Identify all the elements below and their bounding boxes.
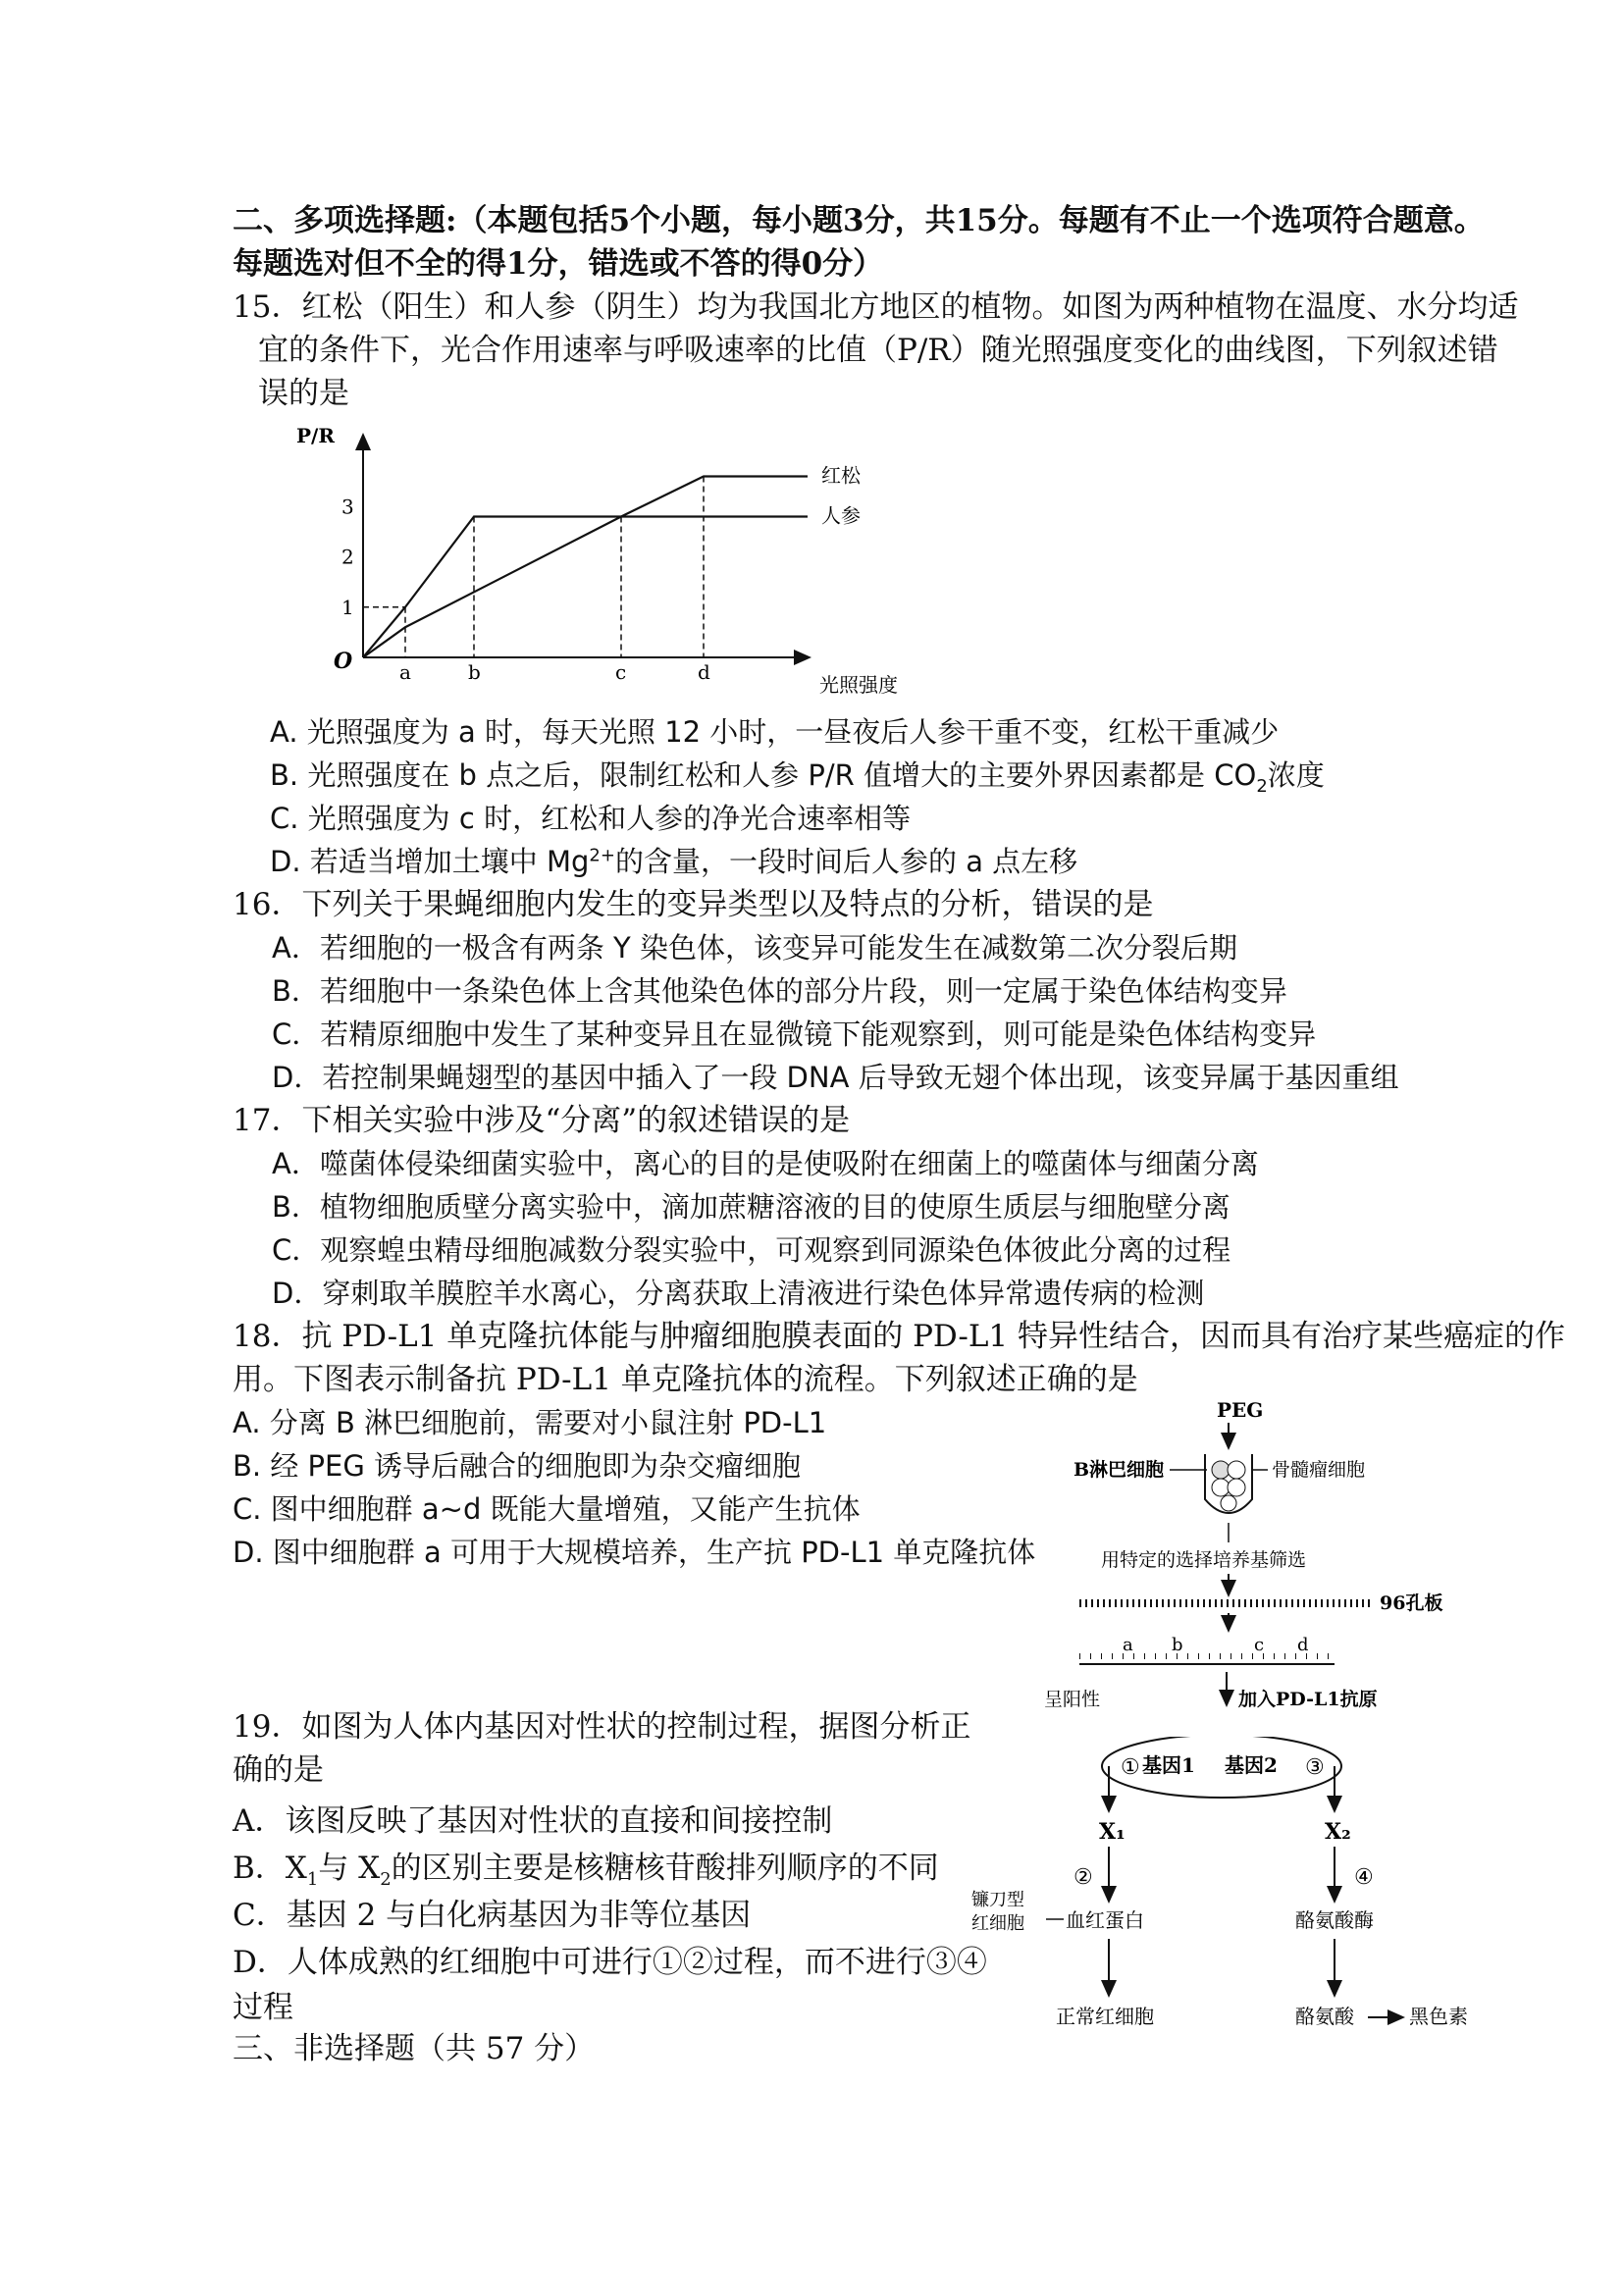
q18-option-a: A. 分离 B 淋巴细胞前，需要对小鼠注射 PD-L1	[233, 1406, 827, 1439]
q15-option-c: C. 光照强度为 c 时，红松和人参的净光合速率相等	[270, 802, 912, 835]
q15-pr-chart	[275, 417, 913, 702]
q16-option-a: A．若细胞的一极含有两条 Y 染色体，该变异可能发生在减数第二次分裂后期	[272, 931, 1237, 965]
step-2: ②	[1073, 1865, 1093, 1890]
series-label-renshen: 人参	[821, 503, 861, 528]
well-c: c	[1254, 1635, 1265, 1655]
step-4: ④	[1354, 1865, 1374, 1890]
add-antigen-label: 加入PD-L1抗原	[1238, 1689, 1378, 1710]
x1-label: X₁	[1099, 1819, 1126, 1845]
positive-label: 呈阳性	[1044, 1689, 1101, 1710]
well-b: b	[1172, 1635, 1183, 1655]
q19-option-d-line2: 过程	[233, 1990, 293, 2025]
sickle-label-1: 镰刀型	[971, 1890, 1024, 1910]
normal-rbc-label: 正常红细胞	[1056, 2005, 1154, 2028]
q19-option-b: B．$X_1$与 $X_2$的区别主要是核糖核苷酸排列顺序的不同	[233, 1851, 939, 1891]
q18-stem-line1: 18．抗 PD-L1 单克隆抗体能与肿瘤细胞膜表面的 PD-L1 特异性结合，因而具有治疗某些癌症的作	[233, 1319, 1566, 1354]
q18-option-c: C. 图中细胞群 a~d 既能大量增殖，又能产生抗体	[233, 1492, 861, 1526]
section2-title-line2: 每题选对但不全的得1分，错选或不答的得0分）	[233, 246, 884, 282]
q18-antibody-flow-figure	[1040, 1393, 1452, 1717]
screen-label: 用特定的选择培养基筛选	[1101, 1549, 1307, 1571]
x-tick-a: a	[399, 660, 411, 684]
q19-option-c: C．基因 2 与白化病基因为非等位基因	[233, 1898, 752, 1933]
q17-option-d: D．穿刺取羊膜腔羊水离心，分离获取上清液进行染色体异常遗传病的检测	[272, 1277, 1205, 1310]
y-tick-2: 2	[341, 545, 354, 569]
origin-label: O	[334, 649, 353, 674]
q16-option-b: B．若细胞中一条染色体上含其他染色体的部分片段，则一定属于染色体结构变异	[272, 974, 1287, 1008]
gene-2-label: 基因2	[1225, 1753, 1278, 1777]
q17-option-b: B．植物细胞质壁分离实验中，滴加蔗糖溶液的目的使原生质层与细胞壁分离	[272, 1190, 1230, 1224]
q17-option-c: C．观察蝗虫精母细胞减数分裂实验中，可观察到同源染色体彼此分离的过程	[272, 1233, 1231, 1267]
x2-label: X₂	[1325, 1819, 1351, 1845]
q18-option-d: D. 图中细胞群 a 可用于大规模培养，生产抗 PD-L1 单克隆抗体	[233, 1536, 1036, 1569]
q16-stem: 16．下列关于果蝇细胞内发生的变异类型以及特点的分析，错误的是	[233, 887, 1154, 922]
q19-option-a: A．该图反映了基因对性状的直接和间接控制	[233, 1803, 833, 1839]
series-line-hongsong	[363, 477, 808, 658]
series-line-renshen	[363, 517, 808, 658]
tyrosine-label: 酪氨酸	[1295, 2005, 1354, 2028]
tyrosinase-label: 酪氨酸酶	[1295, 1908, 1374, 1932]
q16-option-c: C．若精原细胞中发生了某种变异且在显微镜下能观察到，则可能是染色体结构变异	[272, 1018, 1317, 1051]
q19-option-d-line1: D．人体成熟的红细胞中可进行①②过程，而不进行③④	[233, 1945, 987, 1980]
q19-stem-line2: 确的是	[233, 1752, 324, 1788]
sickle-label-2: 红细胞	[971, 1913, 1024, 1934]
well-a: a	[1123, 1635, 1133, 1655]
b-cell-label: B淋巴细胞	[1073, 1459, 1165, 1481]
y-tick-3: 3	[341, 495, 354, 519]
q15-stem-line3: 误的是	[258, 376, 349, 411]
y-axis-label: P/R	[296, 424, 335, 447]
x-axis-label: 光照强度	[819, 673, 898, 697]
x-tick-c: c	[615, 660, 627, 684]
y-tick-1: 1	[341, 595, 354, 619]
q18-option-b: B. 经 PEG 诱导后融合的细胞即为杂交瘤细胞	[233, 1449, 802, 1483]
hemoglobin-label: 血红蛋白	[1066, 1908, 1144, 1932]
section2-title-line1: 二、多项选择题:（本题包括5个小题，每小题3分，共15分。每题有不止一个选项符合题意。	[233, 203, 1485, 238]
q17-stem: 17．下相关实验中涉及“分离”的叙述错误的是	[233, 1103, 851, 1138]
well-d: d	[1297, 1635, 1309, 1655]
section3-title: 三、非选择题（共 57 分）	[233, 2031, 596, 2066]
q17-option-a: A．噬菌体侵染细菌实验中，离心的目的是使吸附在细菌上的噬菌体与细菌分离	[272, 1147, 1259, 1180]
q15-stem-line1: 15．红松（阳生）和人参（阴生）均为我国北方地区的植物。如图为两种植物在温度、水分均适	[233, 289, 1519, 325]
q15-option-b: B. 光照强度在 b 点之后，限制红松和人参 P/R 值增大的主要外界因素都是 $CO_2$浓度	[270, 758, 1325, 797]
q18-stem-line2: 用。下图表示制备抗 PD-L1 单克隆抗体的流程。下列叙述正确的是	[233, 1362, 1138, 1397]
q15-option-a: A. 光照强度为 a 时，每天光照 12 小时，一昼夜后人参干重不变，红松干重减少	[270, 715, 1280, 749]
plate-label: 96孔板	[1380, 1592, 1443, 1614]
gene-1-label: 基因1	[1142, 1753, 1195, 1777]
q16-option-d: D．若控制果蝇翅型的基因中插入了一段 DNA 后导致无翅个体出现，该变异属于基因重组	[272, 1061, 1399, 1094]
series-label-hongsong: 红松	[821, 463, 861, 488]
melanin-label: 黑色素	[1409, 2005, 1468, 2028]
x-tick-d: d	[698, 660, 710, 684]
myeloma-label: 骨髓瘤细胞	[1272, 1459, 1366, 1481]
x-tick-b: b	[468, 660, 481, 684]
q15-stem-line2: 宜的条件下，光合作用速率与呼吸速率的比值（P/R）随光照强度变化的曲线图，下列叙述错	[258, 333, 1498, 368]
peg-label: PEG	[1217, 1398, 1264, 1422]
step-1: ①	[1121, 1755, 1140, 1780]
q19-gene-control-figure	[971, 1737, 1472, 2041]
q19-stem-line1: 19．如图为人体内基因对性状的控制过程，据图分析正	[233, 1709, 971, 1745]
step-3: ③	[1305, 1755, 1325, 1780]
q15-option-d: D. 若适当增加土壤中 $Mg^{2+}$的含量，一段时间后人参的 a 点左移	[270, 845, 1078, 878]
